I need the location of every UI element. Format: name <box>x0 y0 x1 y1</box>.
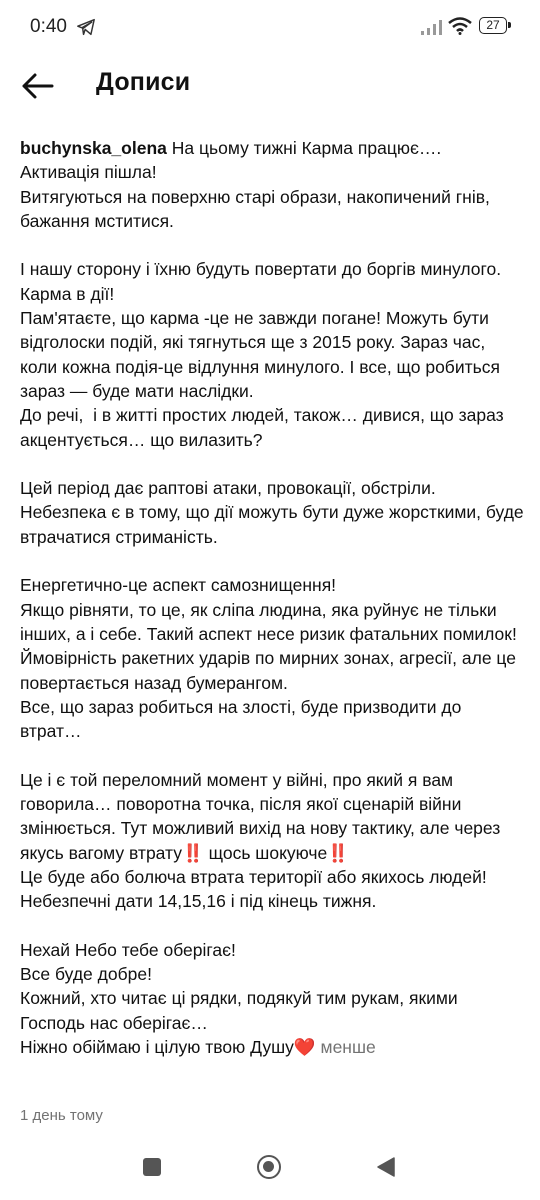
caption-line: Пам'ятаєте, що карма -це не завжди погане! Можуть бути відголоски подій, які тягнуться ще з 2015 року. Зараз час, коли кожна подія-це відлуння минулого. І все, що робиться зараз — буде мати наслідки. <box>20 308 505 401</box>
caption-line: Кожний, хто читає ці рядки, подякуй тим рукам, якими Господь нас оберігає… <box>20 988 463 1033</box>
caption-line: На цьому тижні Карма працює…. <box>166 138 442 158</box>
telegram-icon <box>76 18 96 36</box>
caption-line: Витягуються на поверхню старі образи, накопичений гнів, бажання мститися. <box>20 186 495 231</box>
wifi-icon <box>448 17 472 35</box>
caption-line: Все буде добре! <box>20 964 152 985</box>
post-timestamp: 1 день тому <box>20 1107 103 1124</box>
caption-line: Ніжно обіймаю і цілую твою Душу❤️ <box>20 1036 316 1057</box>
caption-line: Енергетично-це аспект самознищення! <box>20 575 337 596</box>
post-username[interactable]: buchynska_olena <box>20 138 167 158</box>
status-bar <box>0 0 540 54</box>
system-nav-bar <box>0 1140 540 1200</box>
status-time: 0:40 <box>30 16 67 37</box>
caption-line: Небезпечні дати 14,15,16 і під кінець тижня. <box>20 891 377 912</box>
home-button[interactable] <box>257 1155 281 1179</box>
show-less-link[interactable]: менше <box>315 1036 376 1057</box>
caption-line: До речі, і в житті простих людей, також… дивися, що зараз акцентується… що вилазить? <box>20 405 509 450</box>
caption-line: Все, що зараз робиться на злості, буде призводити до втрат… <box>20 696 467 742</box>
battery-icon: 27 <box>479 17 507 34</box>
caption-line: І нашу сторону і їхню будуть повертати до боргів минулого. Карма в дії! <box>20 259 506 304</box>
caption-line: Якщо рівняти, то це, як сліпа людина, яка руйнує не тільки інших, а і себе. Такий аспект несе ризик фатальних помилок! Ймовірність ракетних ударів по мирних зонах, агресії, але це повертається назад бумерангом. <box>20 599 522 693</box>
signal-icon <box>420 19 444 35</box>
header <box>0 56 540 116</box>
arrow-left-icon <box>18 68 58 104</box>
back-button[interactable] <box>18 68 58 104</box>
caption-line: Це буде або болюча втрата території або якихось людей! <box>20 866 487 887</box>
page-title: Дописи <box>96 68 191 96</box>
caption-line: Активація пішла! <box>20 162 157 183</box>
caption-line: Нехай Небо тебе оберігає! <box>20 939 236 960</box>
back-triangle-icon[interactable] <box>376 1156 396 1178</box>
recents-button[interactable] <box>143 1158 161 1176</box>
caption-line: Це і є той переломний момент у війні, про який я вам говорила… поворотна точка, після якої сценарій війни змінюється. Тут можливий вихід на нову тактику, але через якусь вагому втрату‼️ щось шокуюче‼️ <box>20 769 506 863</box>
caption-line: Цей період дає раптові атаки, провокації, обстріли. Небезпека є в тому, що дії можуть бути дуже жорсткими, буде втрачатися стриманість. <box>20 478 529 547</box>
post-caption <box>20 136 529 1059</box>
